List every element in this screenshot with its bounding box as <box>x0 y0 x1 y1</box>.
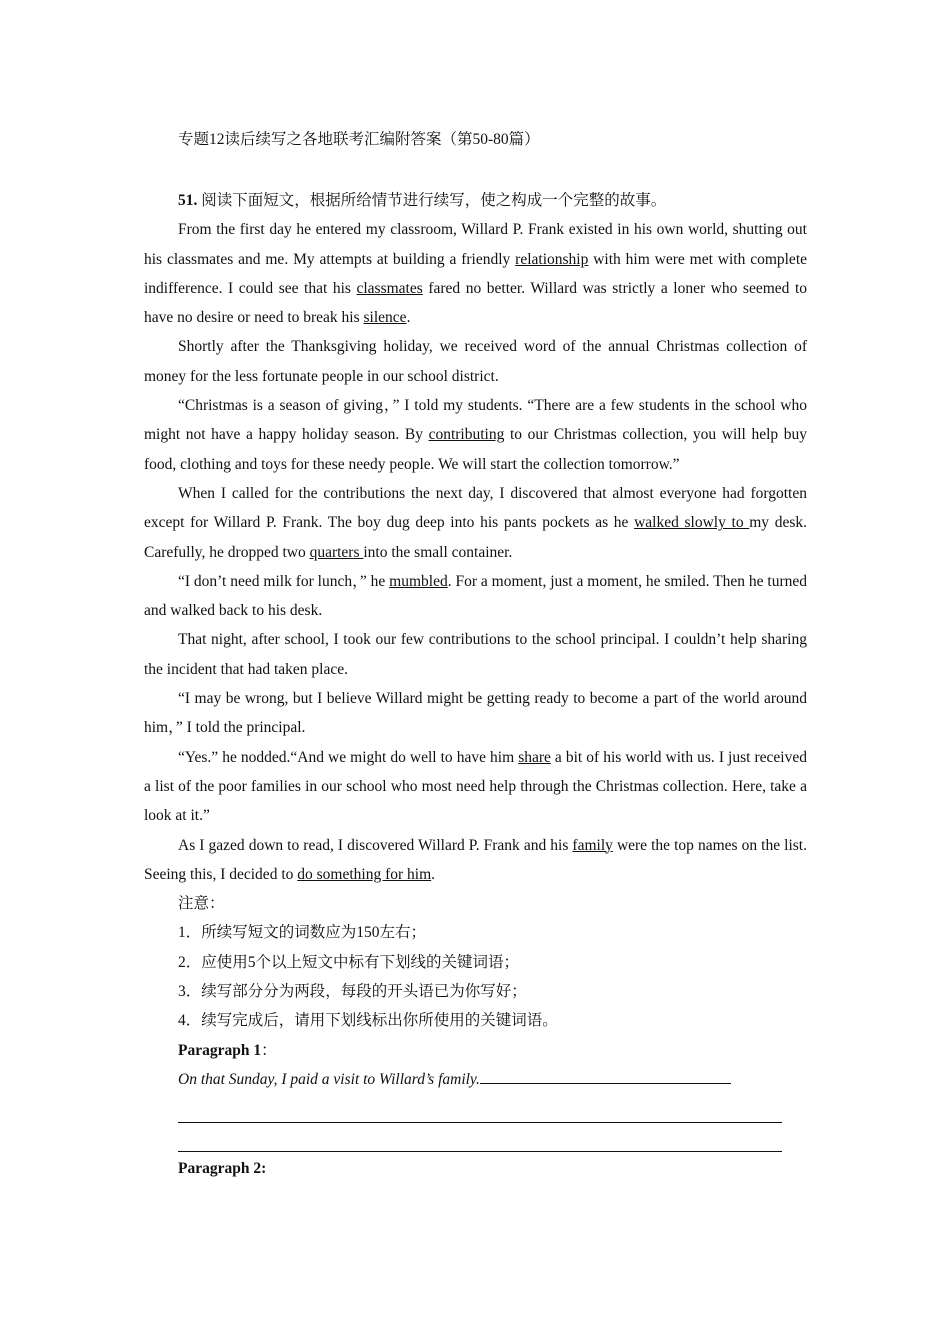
keyword-do-something-for-him: do something for him <box>297 865 432 883</box>
keyword-classmates: classmates <box>356 279 423 297</box>
text-run: my desk. Carefully, he dropped two <box>144 514 807 561</box>
writing-blank-line-2[interactable] <box>178 1123 782 1152</box>
question-prompt <box>144 186 807 215</box>
keyword-share: share <box>518 748 551 766</box>
text-run: When I called for the contributions the next day, I discovered that almost everyone had forgotten except for Willard P. Frank. The boy dug deep into his pants pockets as he <box>144 484 807 532</box>
story-paragraph-4 <box>144 479 807 567</box>
text-run: . <box>431 865 436 883</box>
writing-lines <box>178 1094 807 1152</box>
keyword-relationship: relationship <box>515 250 589 268</box>
document-header: 专题12读后续写之各地联考汇编附答案（第50-80篇） <box>178 131 540 148</box>
note-item-4: 4．续写完成后，请用下划线标出你所使用的关键词语。 <box>178 1012 558 1030</box>
text-run: From the first day he entered my classroom, Willard P. Frank existed in his own world, shutting out his classmates and me. My attempts at building a friendly <box>144 221 807 268</box>
note-item-2: 2．应使用5个以上短文中标有下划线的关键词语； <box>178 953 520 971</box>
text-run: As I gazed down to read, I discovered Willard P. Frank and his <box>178 836 573 854</box>
paragraph-1-opening-line <box>144 1065 807 1094</box>
story-paragraph-9 <box>144 831 807 890</box>
document-body <box>144 186 807 1184</box>
text-run: a bit of his world with us. I just received a list of the poor families in our school who most need help through the Christmas collection. Here, take a look at it.” <box>144 748 807 825</box>
text-run: fared no better. Willard was strictly a loner who seemed to have no desire or need to break his <box>144 279 808 327</box>
paragraph-2-label: Paragraph 2: <box>178 1160 267 1178</box>
paragraph-1-label: Paragraph 1 <box>178 1041 262 1059</box>
text-run: “Yes.” he nodded.“And we might do well to have him <box>178 748 519 766</box>
writing-blank-line-1[interactable] <box>178 1094 782 1123</box>
story-paragraph-2: Shortly after the Thanksgiving holiday, we received word of the annual Christmas collection of money for the less fortunate people in our school district. <box>144 338 807 385</box>
text-run: “I don’t need milk for lunch，” he <box>178 572 390 590</box>
keyword-contributing: contributing <box>428 426 505 444</box>
question-number: 51. <box>178 192 198 209</box>
paragraph-1-opening: On that Sunday, I paid a visit to Willard’s family. <box>178 1070 480 1088</box>
keyword-quarters: quarters <box>309 543 364 561</box>
text-run: . For a moment, just a moment, he smiled. Then he turned and walked back to his desk. <box>144 572 807 620</box>
text-run: with him were met with complete indifference. I could see that his <box>144 250 807 297</box>
note-item-3: 3．续写部分分为两段，每段的开头语已为你写好； <box>178 983 527 1001</box>
paragraph-1-colon: ： <box>261 1041 277 1059</box>
text-run: “Christmas is a season of giving，” I told my students. “There are a few students in the school who might not have a happy holiday season. By <box>144 397 807 444</box>
keyword-walked-slowly-to: walked slowly to <box>634 514 750 532</box>
notes-title: 注意： <box>178 895 225 913</box>
story-paragraph-8 <box>144 743 807 831</box>
text-run: were the top names on the list. Seeing this, I decided to <box>144 836 807 883</box>
story-paragraph-3 <box>144 391 807 479</box>
story-paragraph-7: “I may be wrong, but I believe Willard might be getting ready to become a part of the world around him，” I told the principal. <box>144 690 807 737</box>
note-item-1: 1．所续写短文的词数应为150左右； <box>178 924 427 942</box>
question-instruction: 阅读下面短文，根据所给情节进行续写，使之构成一个完整的故事。 <box>197 192 667 209</box>
keyword-mumbled: mumbled <box>389 572 448 590</box>
keyword-silence: silence <box>363 309 407 327</box>
text-run: to our Christmas collection, you will help buy food, clothing and toys for these needy people. We will start the collection tomorrow.” <box>144 426 807 473</box>
paragraph-1-heading <box>144 1036 807 1065</box>
text-run: . <box>406 309 411 327</box>
writing-blank-inline[interactable] <box>480 1069 731 1084</box>
story-paragraph-1 <box>144 215 807 332</box>
keyword-family: family <box>572 836 613 854</box>
story-paragraph-5 <box>144 567 807 626</box>
text-run: into the small container. <box>363 543 513 561</box>
story-paragraph-6: That night, after school, I took our few contributions to the school principal. I couldn’t help sharing the incident that had taken place. <box>144 631 807 678</box>
